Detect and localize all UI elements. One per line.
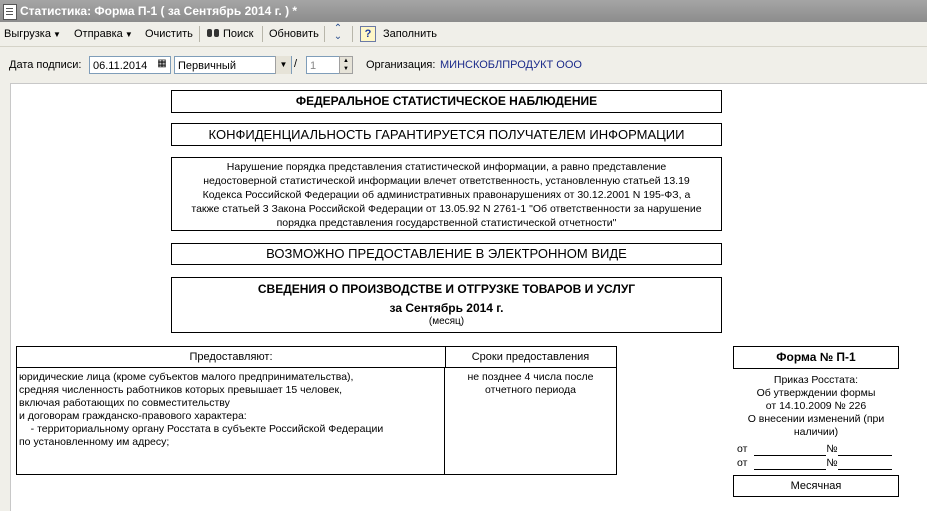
spinner-icon[interactable]: ▲ ▼ [339, 56, 353, 74]
amendment-line [733, 457, 899, 470]
chevron-down-icon: ▼ [124, 30, 133, 39]
move-updown-icon[interactable]: ⌃ ⌄ [333, 23, 343, 42]
report-title-box [171, 277, 722, 333]
order-line: наличии) [793, 426, 839, 438]
deadline-line: не позднее 4 числа после [467, 371, 594, 383]
toolbar [0, 22, 927, 47]
form-number: Форма № П-1 [733, 346, 899, 369]
order-line: от 14.10.2009 № 226 [765, 400, 867, 412]
amendment-date-blank [754, 445, 826, 456]
window-title: Статистика: Форма П-1 ( за Сентябрь 2014 г. ) * [20, 4, 298, 18]
warning-line: Нарушение порядка представления статистической информации, а равно представление [226, 161, 667, 173]
submitters-line: и договорам гражданско-правового характера: [19, 410, 247, 422]
warning-line: также статьей 3 Закона Российской Федерации от 13.05.92 N 2761-1 "Об ответственности за нарушение [191, 203, 702, 215]
deadlines-cell [445, 368, 616, 474]
report-type-value: Первичный [178, 60, 236, 72]
periodicity-box: Месячная [733, 475, 899, 497]
help-icon[interactable]: ? [360, 26, 376, 42]
order-line: Приказ Росстата: [773, 374, 859, 386]
amendment-number-blank [838, 445, 892, 456]
amendment-date-blank [754, 459, 826, 470]
electronic-submission-note: ВОЗМОЖНО ПРЕДОСТАВЛЕНИЕ В ЭЛЕКТРОННОМ ВИДЕ [171, 243, 722, 265]
toolbar-separator [199, 26, 200, 42]
deadlines-header: Сроки предоставления [445, 347, 616, 368]
fill-button[interactable]: Заполнить [383, 28, 438, 40]
binoculars-icon [207, 29, 220, 38]
submitters-cell [17, 368, 445, 474]
toolbar-separator [352, 26, 353, 42]
no-label: № [826, 443, 838, 455]
window-titlebar [0, 0, 927, 22]
warning-line: недостоверной статистической информации влечет ответственность, установленную статьей 13.19 [203, 175, 690, 187]
sign-date-label: Дата подписи: [9, 59, 82, 71]
document-icon [3, 4, 17, 20]
search-label: Поиск [223, 28, 254, 40]
export-button[interactable] [4, 22, 61, 46]
params-row [0, 47, 927, 80]
report-sheet [10, 83, 927, 511]
organization-link[interactable]: МИНСКОБЛПРОДУКТ ООО [440, 59, 582, 71]
warning-line: порядка представления государственной статистической отчетности" [276, 217, 617, 229]
correction-number-value: 1 [310, 60, 317, 72]
approval-order [733, 374, 899, 439]
sign-date-value: 06.11.2014 [93, 60, 148, 72]
header-confidentiality: КОНФИДЕНЦИАЛЬНОСТЬ ГАРАНТИРУЕТСЯ ПОЛУЧАТЕЛЕМ ИНФОРМАЦИИ [171, 123, 722, 146]
search-button[interactable] [207, 22, 253, 46]
correction-number-field[interactable] [306, 56, 340, 74]
submitters-line: включая работающих по совместительству [19, 397, 230, 409]
submitters-line: средняя численность работников которых превышает 15 человек, [19, 384, 342, 396]
submitters-line: по установленному им адресу; [19, 436, 170, 448]
calendar-icon[interactable]: ▦ [157, 58, 167, 69]
ot-label: от [737, 457, 748, 469]
submitters-table [16, 346, 617, 475]
submitters-line: юридические лица (кроме субъектов малого предпринимательства), [19, 371, 354, 383]
order-line: О внесении изменений (при [747, 413, 885, 425]
chevron-down-icon: ▼ [52, 30, 61, 39]
slash-separator: / [294, 58, 298, 70]
chevron-down-icon[interactable]: ▼ [275, 56, 291, 74]
report-period: за Сентябрь 2014 г. [389, 301, 504, 315]
report-period-note: (месяц) [428, 316, 465, 327]
clear-button[interactable]: Очистить [145, 28, 193, 40]
amendment-number-blank [838, 459, 892, 470]
organization-label: Организация: [366, 59, 436, 71]
refresh-button[interactable]: Обновить [269, 28, 319, 40]
header-federal-observation: ФЕДЕРАЛЬНОЕ СТАТИСТИЧЕСКОЕ НАБЛЮДЕНИЕ [171, 90, 722, 113]
no-label: № [826, 457, 838, 469]
report-title: СВЕДЕНИЯ О ПРОИЗВОДСТВЕ И ОТГРУЗКЕ ТОВАРОВ И УСЛУГ [257, 282, 636, 296]
toolbar-separator [262, 26, 263, 42]
send-button[interactable] [74, 22, 133, 46]
submitters-line: - территориальному органу Росстата в субъекте Российской Федерации [19, 423, 384, 435]
warning-line: Кодекса Российской Федерации об административных правонарушениях от 30.12.2001 N 195-ФЗ, а [202, 189, 691, 201]
amendment-line [733, 443, 899, 456]
send-label: Отправка [74, 28, 123, 40]
order-line: Об утверждении формы [756, 387, 876, 399]
legal-warning-box [171, 157, 722, 231]
deadline-line: отчетного периода [485, 384, 576, 396]
toolbar-separator [324, 26, 325, 42]
submitters-header: Предоставляют: [17, 347, 446, 368]
ot-label: от [737, 443, 748, 455]
export-label: Выгрузка [4, 28, 51, 40]
